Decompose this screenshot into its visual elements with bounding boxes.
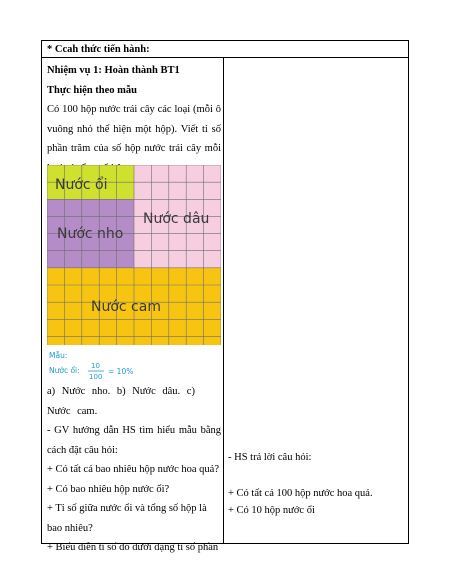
task-title: Nhiệm vụ 1: Hoàn thành BT1 [47, 65, 180, 76]
sample-label: Mẫu: [49, 351, 68, 360]
label-dau: Nước dâu [143, 211, 210, 227]
grid-figure [47, 165, 221, 345]
label-oi: Nước ổi [55, 177, 108, 193]
answer-2: + Có 10 hộp nước ổi [228, 505, 315, 516]
sample-figure [47, 348, 157, 386]
label-nho: Nước nho [57, 226, 124, 242]
question-4: + Biểu diễn tỉ số đó dưới dạng tỉ số phần [47, 542, 219, 553]
label-cam: Nước cam [91, 299, 161, 315]
sample-denominator: 100 [89, 373, 103, 381]
left-column [47, 61, 221, 178]
subtitle: Thực hiện theo mẫu [47, 84, 138, 96]
sample-prefix: Nước ổi: [49, 366, 80, 375]
answer-1: + Có tất cả 100 hộp nước hoa quả. [228, 488, 373, 499]
table-header: * Ccah thức tiến hành: [42, 41, 408, 58]
question-1: + Có tất cả bao nhiêu hộp nước hoa quả? [47, 464, 219, 475]
sample-box [47, 348, 157, 386]
column-divider [223, 58, 224, 544]
lesson-table [41, 40, 409, 553]
sample-result: = 10% [108, 367, 134, 376]
question-2: + Có bao nhiêu hộp nước ổi? [47, 483, 170, 495]
juice-grid [47, 165, 221, 345]
intro-text: Có 100 hộp nước trái cây các loại (mỗi ô vuông nhỏ thể hiện một hộp). Viết tỉ số phần trăm của số hộp nước trái cây mỗi [47, 104, 221, 154]
options-text: a) Nước nho. b) Nước dâu. c) Nước cam. [47, 386, 195, 417]
answer-intro: - HS trả lời câu hỏi: [228, 452, 312, 463]
guide-text: - GV hướng dẫn HS tìm hiểu mẫu bằng cách đặt câu hỏi: [47, 425, 221, 456]
left-continued [47, 382, 221, 558]
question-3: + Tỉ số giữa nước ổi và tổng số hộp là bao nhiêu? [47, 503, 207, 534]
sample-numerator: 10 [91, 362, 100, 370]
